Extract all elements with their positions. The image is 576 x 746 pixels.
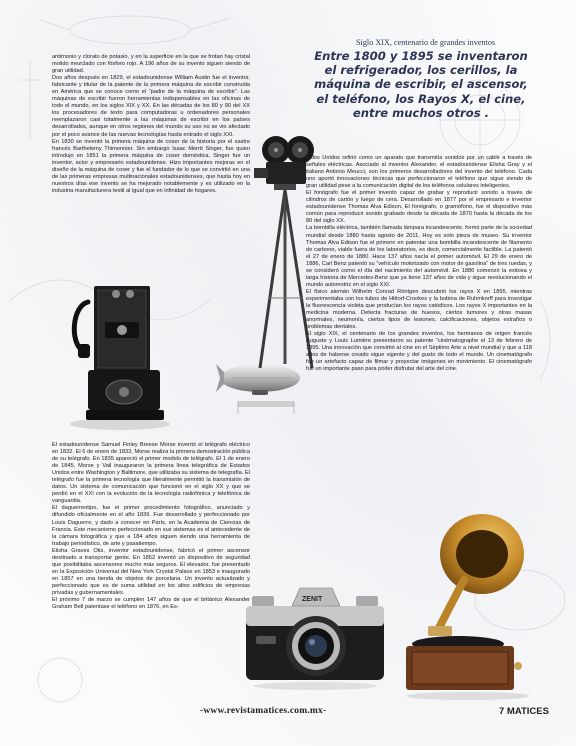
paragraph: Elisha Graves Otis, inventor estadounidense, fabricó el primer ascensor destinado a transportar gente. En 1852 inventó un dispositivo de seguridad que posibilitaba ascensores mucho más seguros. El elevador, fue presentado en la Exposición Universal del New York Crystal Palace en 1853 e inaugurado en 1857 en una tienda de objetos de porcelana. Un invento actualizado y perfeccionado que es de suma utilidad en los altos edificios de empresas privadas y gubernamentales. — [52, 547, 250, 596]
paragraph: tados Unidos refirió como un aparato que transmitía sonidos por un cable a través de señales eléctricas. Asociado al inventor Alexander, el estadounidense Elisha Gray y el italiano Antonio Meucci, son los primeros desarrolladores del invento del teléfono. Cada uno aportó innovaciones técnicas que perfeccionaron el teléfono que sigue siendo de gran utilidad pese a la comunicación digital de los teléfonos celulares inteligentes. — [306, 155, 532, 190]
headline: Entre 1800 y 1895 se inventaron el refrigerador, los cerillos, la máquina de escribir, el ascensor, el teléfono, los Rayos X, el cine, entre muchos otros . — [314, 49, 528, 120]
antique-telephone-illustration — [58, 282, 188, 432]
right-column-text — [306, 155, 532, 373]
paragraph: El fonógrafo fue el primer invento capaz de grabar y reproducir sonido a través de cilindros de cartón y luego de cera. Desarrollado en 1877 por el empresario e inventor estadounidense Thomas Alva Edison. El fonógrafo, o gramófono, fue el dispositivo más común para reproducir sonido grabado desde la década de 1870 hasta la década de los 80 del siglo XX. — [306, 190, 532, 225]
left-column-bottom-text — [52, 442, 250, 611]
gramophone-illustration — [398, 510, 538, 700]
section-tag: Siglo XIX, centenario de grandes inventos — [356, 38, 496, 47]
paragraph: El físico alemán Wilhelm Conrad Röntgen descubrió los rayos X en 1895, mientras experimentaba con los tubos de Hittorf-Crookes y la bobina de Ruhmkorff para investigar la fluorescencia violeta que producían los rayos catódicos. Los rayos X importantes en la medicina moderna. Detecta fracturas de huesos, ciertos tumores y otras masas anormales, neumonía, ciertos tipos de lesiones, calcificaciones, objetos extraños o problemas dentales. — [306, 288, 532, 331]
paragraph: El daguerreotipo, fue el primer procedimiento fotográfico, anunciado y difundido oficialmente en el año 1839. Fue desarrollado y perfeccionado por Louis Daguerre, y dado a conocer en París, en la Academia de Ciencias de Francia. Este mecanismo perfeccionado en sus sistemas es el antecedente de la cámara fotográfica y que a 184 años siguen siendo una herramienta de trabajo periodístico, de arte y pasatiempo. — [52, 505, 250, 547]
paragraph: La bombilla eléctrica, también llamada lámpara incandescente, formó parte de la sociedad mundial desde 1880 hasta agosto de 2011. Hoy es solo pieza de museo. Su inventor Thomas Alva Edison fue el primero en patentar una bombilla incandescente de filamento de carbono, viable fuera de los laboratorios, es decir, comercialmente factible. La patentó el 27 de enero de 1880. Hace 137 años nacía el primer automóvil. El 29 de enero de 1886, Carl Benz patentó su “vehículo motorizado con motor de gasolina” de tres ruedas, y se consideró como el día del nacimiento del automóvil. En 1886 comenzó la exitosa y larga historia de Mercedes-Benz que ya tiene 137 años de vida y sigue revolucionando el mundo automotriz en el siglo XXI. — [306, 225, 532, 288]
paragraph: Dos años después en 1829, el estadounidense William Austin fue el inventor, fabricante y titular de la patente de la primera máquina de escribir construida en América que se conoce como el “padre de la máquina de escribir”. Las máquinas de escribir fueron herramientas indispensables en las oficinas de todo el mundo, en los siglos XIX y XX. En las décadas de los 80 y 90 del XX los procesadores de texto para computadoras u ordenadores personales reemplazaron casi totalmente a las máquinas de escribir en los países desarrollados, aunque en otros regiones del mundo su uso no se vio afectado por el poco avance de las nuevas tecnologías hasta entrado el siglo XXI. — [52, 75, 250, 138]
paragraph: En 1830 se inventó la primera máquina de coser de la historia por el sastre francés Barthelemy Thimonnier. Sin embargo Isaac Merrit Singer, fue quien introdujo en 1851 la primera máquina de coser doméstica. Singer fue un inventor, actor y empresario estadounidense. Hizo importantes mejoras en el diseño de la máquina de coser y fue el fundador de lo que se convirtió en una de las primeras empresas multinacionales estadounidenses, que hasta hoy en nuestros días ese invento se ha mejorado notablemente y es utilizado en la industria manufacturera textil al igual que en infinidad de hogares. — [52, 138, 250, 194]
paragraph: antimonio y clorato de potasio, y en la superficie en la que se frotan hay cristal molido mezclado con fósforo rojo. A 196 años de su invento siguen siendo de gran utilidad. — [52, 54, 250, 75]
paragraph: El estadounidense Samuel Finley Breese Morse inventó el telégrafo eléctrico en 1832. El 6 de enero de 1833, Morse realiza la primera demostración pública de su telégrafo. En 1835 apareció el primer modelo de telégrafo. El 1 de enero de 1845, Morse y Vail inauguraron la primera línea telegráfica de Estados Unidos entre Washington y Baltimore, que utilizaba su sistema de telegrafía. El telégrafo fue la primera tecnología que literalmente permitió la transmisión de datos. Un sistema de comunicación que funcionó en el siglo XX y que se perdió en el XXI con la evolución de la tecnología radiofónica y telefónica de vanguardia. — [52, 442, 250, 505]
footer-website-url[interactable]: -www.revistamatices.com.mx- — [200, 706, 327, 716]
camera-brand-label: ZENIT — [302, 596, 323, 603]
left-column-top-text — [52, 54, 250, 195]
zenit-camera-illustration — [240, 582, 390, 692]
paragraph: El siglo XIX, el centenario de los grandes inventos, los hermanos de origen francés Auguste y Louis Lumière presentaron su patente “cinématographe el 13 de febrero de 1895. Una innovación que convirtió al cine en el Séptimo Arte a nivel mundial y que a 118 años de haberse creado sigue vigente y del gusto de todo el mundo. Un cinematógrafo fue un artefacto capaz de filmar y proyectar imágenes en movimiento. El cinematógrafo fue un importante paso para poder disfrutar del arte del cine. — [306, 331, 532, 373]
page-number: 7 MATICES — [499, 706, 549, 717]
paragraph: El próximo 7 de marzo se cumplen 147 años de que el británico Alexander Graham Bell patentase el teléfono en 1876, en Es- — [52, 597, 250, 611]
